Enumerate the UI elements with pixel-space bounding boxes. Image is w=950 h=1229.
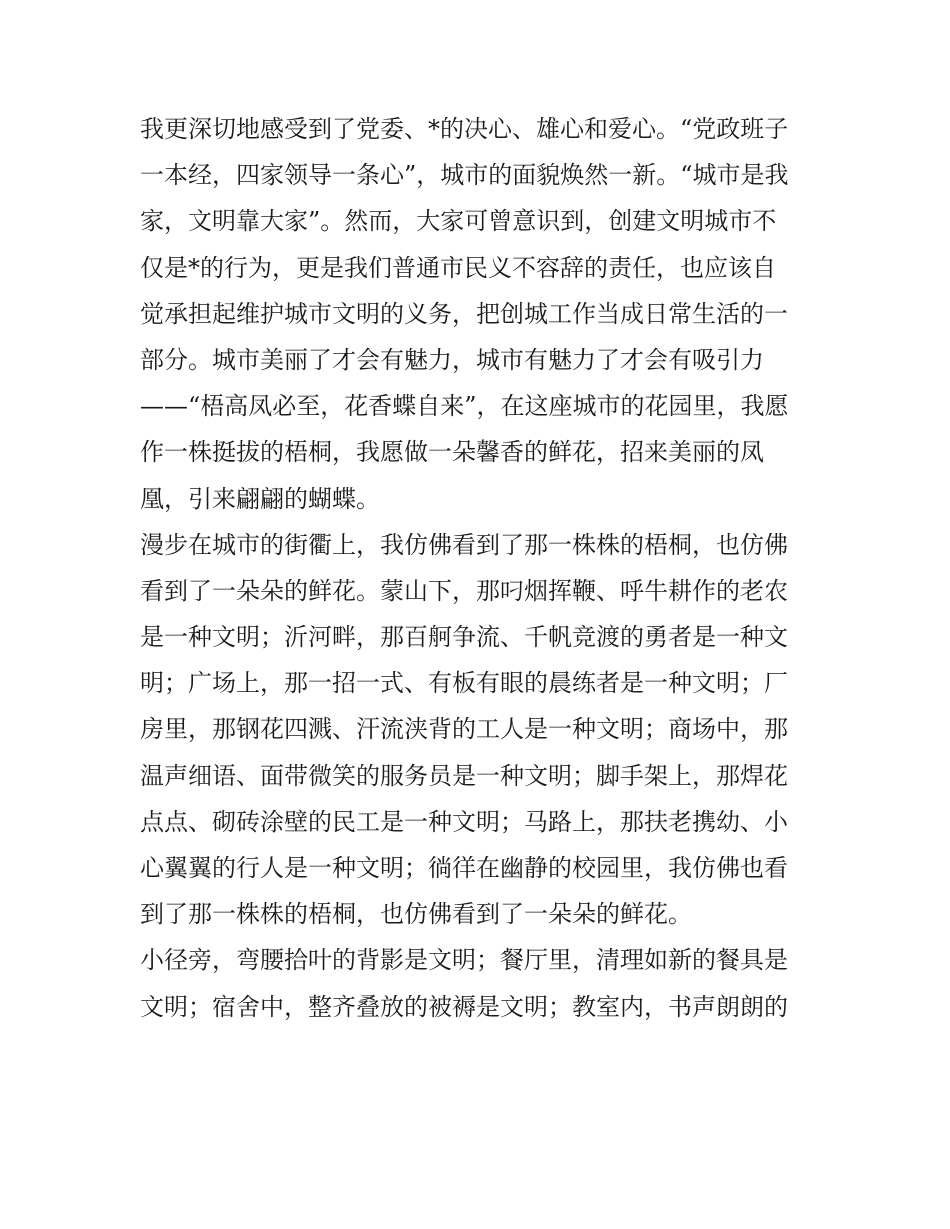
text-line: 我更深切地感受到了党委、*的决心、雄心和爱心。“党政班子 <box>140 115 789 143</box>
text-line: 部分。城市美丽了才会有魅力，城市有魅力了才会有吸引力 <box>140 345 764 374</box>
paragraph-3 <box>140 937 820 1029</box>
text-line: 心翼翼的行人是一种文明；徜徉在幽静的校园里，我仿佛也看 <box>140 854 788 882</box>
text-line: 温声细语、面带微笑的服务员是一种文明；脚手架上，那焊花 <box>140 761 788 790</box>
text-line: ——“梧高凤必至，花香蝶自来”，在这座城市的花园里，我愿 <box>140 392 789 421</box>
text-line: 到了那一株株的梧桐，也仿佛看到了一朵朵的鲜花。 <box>140 900 692 929</box>
text-line: 是一种文明；沂河畔，那百舸争流、千帆竞渡的勇者是一种文 <box>140 623 788 652</box>
text-line: 看到了一朵朵的鲜花。蒙山下，那叼烟挥鞭、呼牛耕作的老农 <box>140 576 788 605</box>
paragraph-2 <box>140 522 820 938</box>
text-line: 作一株挺拔的梧桐，我愿做一朵馨香的鲜花，招来美丽的凤 <box>140 438 764 467</box>
paragraph-1 <box>140 106 820 522</box>
text-line: 点点、砌砖涂壁的民工是一种文明；马路上，那扶老携幼、小 <box>140 807 788 836</box>
document-body <box>140 106 820 1030</box>
text-line: 仅是*的行为，更是我们普通市民义不容辞的责任，也应该自 <box>140 253 776 282</box>
text-line: 明；广场上，那一招一式、有板有眼的晨练者是一种文明；厂 <box>140 669 788 698</box>
text-line: 小径旁，弯腰拾叶的背影是文明；餐厅里，清理如新的餐具是 <box>140 946 788 975</box>
text-line: 房里，那钢花四溅、汗流浃背的工人是一种文明；商场中，那 <box>140 715 788 744</box>
text-line: 家，文明靠大家”。然而，大家可曾意识到，创建文明城市不 <box>140 207 777 236</box>
text-line: 文明；宿舍中，整齐叠放的被褥是文明；教室内，书声朗朗的 <box>140 992 788 1021</box>
text-line: 觉承担起维护城市文明的义务，把创城工作当成日常生活的一 <box>140 299 788 328</box>
text-line: 漫步在城市的街衢上，我仿佛看到了那一株株的梧桐，也仿佛 <box>140 530 788 559</box>
text-line: 一本经，四家领导一条心”，城市的面貌焕然一新。“城市是我 <box>140 161 789 190</box>
text-line: 凰，引来翩翩的蝴蝶。 <box>140 484 380 513</box>
